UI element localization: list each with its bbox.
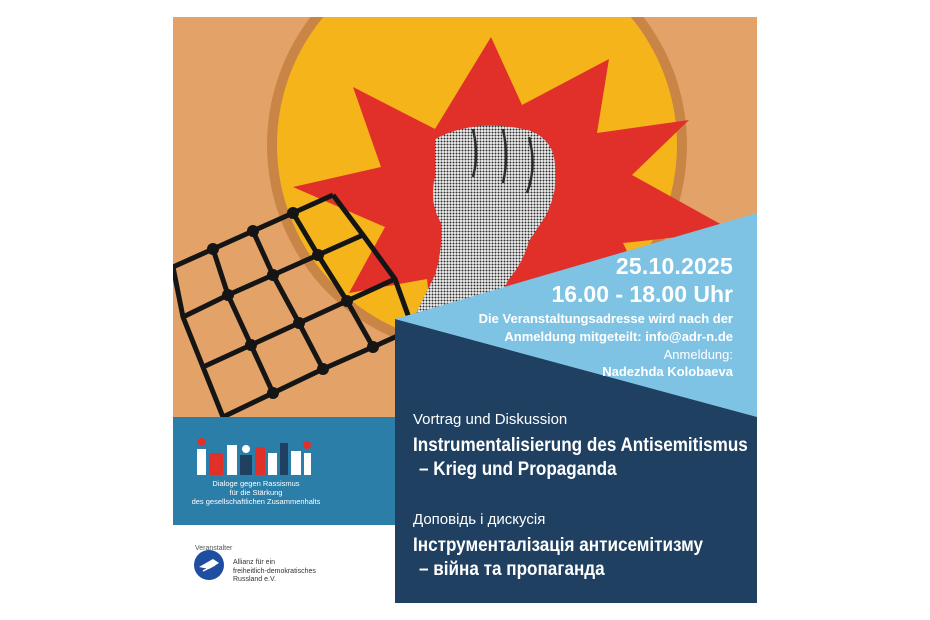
address-note-line2: Anmeldung mitgeteilt: info@adr-n.de: [504, 329, 733, 344]
talk-title-de-line1: Instrumentalisierung des Antisemitismus: [413, 435, 748, 456]
talk-label-de: Vortrag und Diskussion: [413, 411, 568, 428]
registration-label: Anmeldung:: [663, 347, 733, 362]
organizer-name-line3: Russland e.V.: [233, 576, 276, 583]
organizer-logo: [194, 550, 224, 580]
event-poster: [173, 17, 757, 603]
program-tagline-line3: des gesellschaftlichen Zusammenhalts: [191, 497, 321, 506]
program-tagline-line1: Dialoge gegen Rassismus: [212, 479, 300, 488]
event-date: 25.10.2025: [615, 253, 733, 279]
talk-title-uk-line2: – війна та пропаганда: [419, 559, 605, 580]
program-tagline-line2: für die Stärkung: [229, 488, 283, 497]
organizer-name: [233, 559, 323, 585]
registration-name: Nadezhda Kolobaeva: [602, 364, 733, 379]
organizer-name-line1: Allianz für ein: [233, 559, 276, 566]
organizer-label: Veranstalter: [195, 545, 233, 552]
talk-title-de-line2: – Krieg und Propaganda: [419, 459, 617, 480]
address-note-line1: Die Veranstaltungsadresse wird nach der: [478, 311, 733, 326]
talk-label-uk: Доповідь і дискусія: [413, 511, 546, 528]
organizer-name-line2: freiheitlich-demokratisches: [233, 567, 316, 575]
event-time: 16.00 - 18.00 Uhr: [551, 281, 733, 307]
talk-title-uk-line1: Інструменталізація антисемітизму: [413, 535, 704, 556]
